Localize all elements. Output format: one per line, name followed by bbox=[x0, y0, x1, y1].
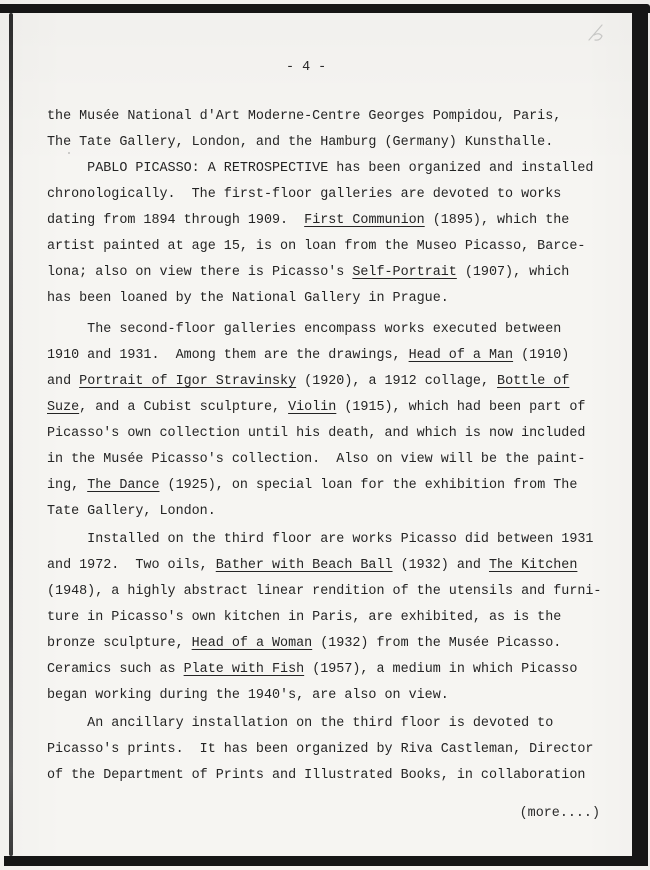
underlined-artwork-title: Bottle of bbox=[497, 374, 570, 389]
text-line bbox=[47, 286, 613, 312]
text-line bbox=[47, 447, 613, 473]
text-segment: The Tate Gallery, London, and the Hamburg (Germany) Kunsthalle. bbox=[47, 135, 554, 150]
text-line bbox=[47, 657, 613, 683]
text-segment: of the Department of Prints and Illustrated Books, in collaboration bbox=[47, 768, 586, 783]
text-segment: the Musée National d'Art Moderne-Centre Georges Pompidou, Paris, bbox=[47, 109, 562, 124]
paragraph bbox=[47, 317, 613, 525]
text-segment: (1910) bbox=[513, 348, 570, 363]
underlined-artwork-title: Bather with Beach Ball bbox=[215, 558, 393, 573]
text-line bbox=[47, 156, 613, 182]
underlined-artwork-title: Plate with Fish bbox=[183, 662, 305, 677]
text-segment: bronze sculpture, bbox=[47, 636, 192, 651]
text-line bbox=[47, 343, 613, 369]
text-segment: (1920), a 1912 collage, bbox=[296, 374, 498, 389]
scan-border-top bbox=[0, 4, 650, 13]
text-line bbox=[47, 683, 613, 709]
text-segment: and bbox=[47, 374, 80, 389]
text-segment: began working during the 1940's, are also on view. bbox=[47, 688, 449, 703]
text-segment: An ancillary installation on the third floor is devoted to bbox=[47, 716, 554, 731]
text-line bbox=[47, 130, 613, 156]
text-segment: The second-floor galleries encompass works executed between bbox=[47, 322, 562, 337]
text-line bbox=[47, 579, 613, 605]
text-segment: (1915), which had been part of bbox=[336, 400, 586, 415]
text-line bbox=[47, 104, 613, 130]
scan-border-right bbox=[632, 4, 648, 864]
text-segment: in the Musée Picasso's collection. Also on view will be the paint- bbox=[47, 452, 586, 467]
underlined-artwork-title: Head of a Man bbox=[408, 348, 514, 363]
scan-border-bottom bbox=[4, 856, 648, 866]
text-segment: Tate Gallery, London. bbox=[47, 504, 216, 519]
text-line bbox=[47, 605, 613, 631]
text-line bbox=[47, 737, 613, 763]
paragraph bbox=[47, 527, 613, 709]
text-segment: PABLO PICASSO: A RETROSPECTIVE has been organized and installed bbox=[47, 161, 594, 176]
text-line bbox=[47, 473, 613, 499]
paragraph bbox=[47, 104, 613, 156]
text-line bbox=[47, 527, 613, 553]
text-segment: (1948), a highly abstract linear rendition of the utensils and furni- bbox=[47, 584, 602, 599]
text-segment: lona; also on view there is Picasso's bbox=[47, 265, 353, 280]
underlined-artwork-title: Portrait of Igor Stravinsky bbox=[79, 374, 297, 389]
page-number: - 4 - bbox=[286, 60, 327, 75]
text-segment: (1925), on special loan for the exhibition from The bbox=[159, 478, 578, 493]
text-line bbox=[47, 631, 613, 657]
text-line bbox=[47, 421, 613, 447]
underlined-artwork-title: Head of a Woman bbox=[191, 636, 313, 651]
text-line bbox=[47, 369, 613, 395]
text-segment: Picasso's prints. It has been organized by Riva Castleman, Director bbox=[47, 742, 594, 757]
pencil-mark bbox=[586, 22, 608, 46]
text-segment: ing, bbox=[47, 478, 88, 493]
underlined-artwork-title: Violin bbox=[288, 400, 337, 415]
text-segment: (1932) and bbox=[392, 558, 489, 573]
text-segment: chronologically. The first-floor galleries are devoted to works bbox=[47, 187, 562, 202]
text-segment: artist painted at age 15, is on loan from the Museo Picasso, Barce- bbox=[47, 239, 586, 254]
underlined-artwork-title: Suze bbox=[47, 400, 80, 415]
text-line bbox=[47, 711, 613, 737]
text-line bbox=[47, 553, 613, 579]
underlined-artwork-title: The Dance bbox=[87, 478, 160, 493]
more-indicator: (more....) bbox=[519, 806, 600, 821]
underlined-artwork-title: Self-Portrait bbox=[352, 265, 457, 280]
text-segment: (1932) from the Musée Picasso. bbox=[312, 636, 562, 651]
text-segment: (1907), which bbox=[456, 265, 570, 280]
scan-border-left bbox=[9, 13, 13, 856]
text-line bbox=[47, 395, 613, 421]
underlined-artwork-title: First Communion bbox=[304, 213, 425, 228]
text-line bbox=[47, 234, 613, 260]
underlined-artwork-title: The Kitchen bbox=[488, 558, 578, 573]
text-segment: 1910 and 1931. Among them are the drawings, bbox=[47, 348, 409, 363]
text-line bbox=[47, 208, 613, 234]
text-segment: dating from 1894 through 1909. bbox=[47, 213, 305, 228]
text-segment: (1895), which the bbox=[424, 213, 570, 228]
text-segment: , and a Cubist sculpture, bbox=[79, 400, 289, 415]
document-body bbox=[47, 104, 613, 789]
text-line bbox=[47, 260, 613, 286]
paragraph bbox=[47, 711, 613, 789]
text-line bbox=[47, 763, 613, 789]
text-segment: and 1972. Two oils, bbox=[47, 558, 216, 573]
text-line bbox=[47, 182, 613, 208]
text-line bbox=[47, 317, 613, 343]
text-segment: Picasso's own collection until his death, and which is now included bbox=[47, 426, 586, 441]
text-line bbox=[47, 499, 613, 525]
text-segment: has been loaned by the National Gallery in Prague. bbox=[47, 291, 449, 306]
text-segment: (1957), a medium in which Picasso bbox=[304, 662, 578, 677]
text-segment: Installed on the third floor are works Picasso did between 1931 bbox=[47, 532, 594, 547]
text-segment: Ceramics such as bbox=[47, 662, 184, 677]
text-segment: ture in Picasso's own kitchen in Paris, are exhibited, as is the bbox=[47, 610, 562, 625]
paragraph bbox=[47, 156, 613, 312]
